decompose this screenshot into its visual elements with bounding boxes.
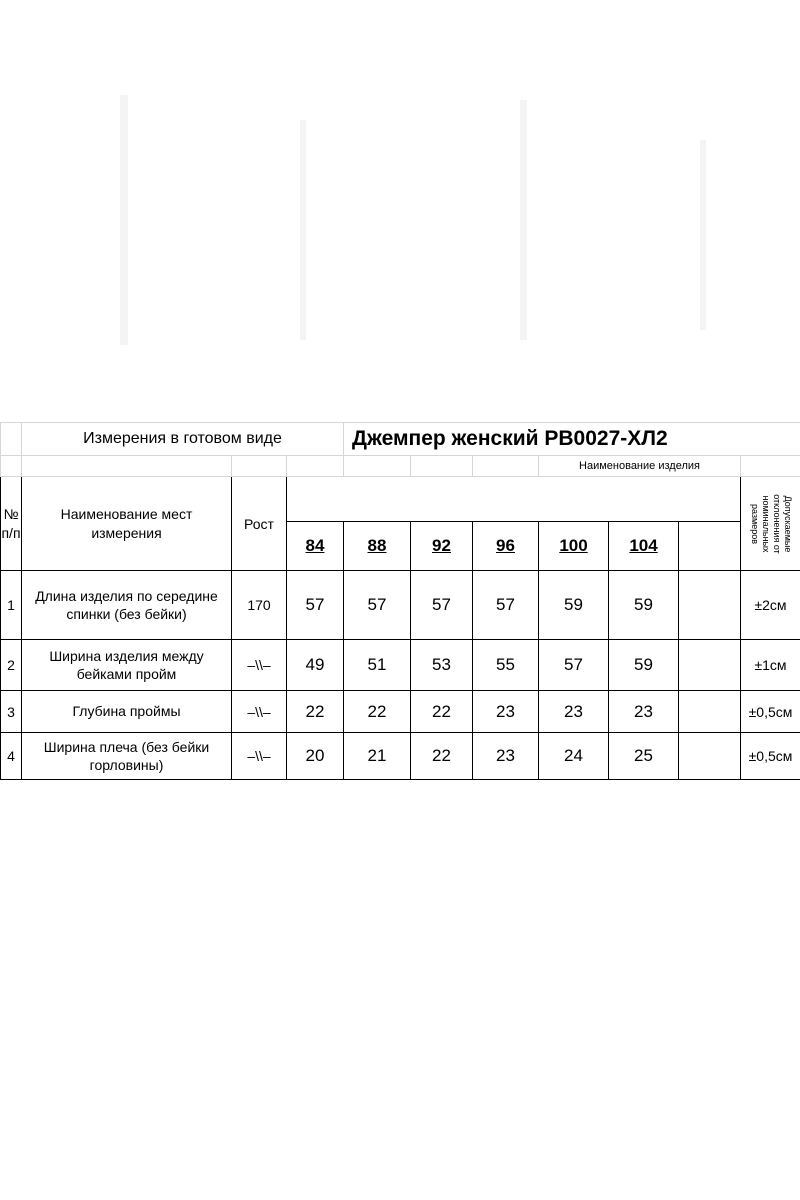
table-row bbox=[1, 733, 800, 780]
size-group-header bbox=[287, 477, 741, 522]
row-value: 22 bbox=[411, 691, 473, 733]
row-height: –\\– bbox=[232, 733, 287, 780]
row-value: 57 bbox=[287, 571, 344, 640]
product-label: Наименование изделия bbox=[539, 456, 741, 477]
row-value: 20 bbox=[287, 733, 344, 780]
size-header: 84 bbox=[287, 522, 344, 571]
size-header: 92 bbox=[411, 522, 473, 571]
row-tolerance: ±0,5см bbox=[741, 691, 800, 733]
row-height: –\\– bbox=[232, 691, 287, 733]
row-value: 57 bbox=[539, 640, 609, 691]
row-tolerance: ±2см bbox=[741, 571, 800, 640]
measurement-table bbox=[0, 422, 800, 780]
background-artifact bbox=[300, 120, 306, 340]
row-value: 57 bbox=[344, 571, 411, 640]
row-value: 24 bbox=[539, 733, 609, 780]
product-title: Джемпер женский РВ0027-ХЛ2 bbox=[344, 423, 800, 456]
size-header: 100 bbox=[539, 522, 609, 571]
row-name: Ширина изделия между бейками пройм bbox=[22, 640, 232, 691]
size-header: 104 bbox=[609, 522, 679, 571]
row-value: 59 bbox=[539, 571, 609, 640]
row-value: 21 bbox=[344, 733, 411, 780]
measure-title: Измерения в готовом виде bbox=[22, 423, 344, 456]
row-index: 1 bbox=[1, 571, 22, 640]
row-tolerance: ±0,5см bbox=[741, 733, 800, 780]
row-value: 59 bbox=[609, 640, 679, 691]
row-name: Глубина проймы bbox=[22, 691, 232, 733]
row-value-empty bbox=[679, 733, 741, 780]
row-value: 25 bbox=[609, 733, 679, 780]
row-height: –\\– bbox=[232, 640, 287, 691]
row-value: 23 bbox=[609, 691, 679, 733]
row-value: 57 bbox=[411, 571, 473, 640]
column-header-num: № п/п bbox=[1, 477, 22, 571]
table-row bbox=[1, 691, 800, 733]
background-artifact bbox=[520, 100, 527, 340]
row-value-empty bbox=[679, 691, 741, 733]
column-header-height: Рост bbox=[232, 477, 287, 571]
row-value: 23 bbox=[539, 691, 609, 733]
row-height: 170 bbox=[232, 571, 287, 640]
row-value: 51 bbox=[344, 640, 411, 691]
row-value: 49 bbox=[287, 640, 344, 691]
row-tolerance: ±1см bbox=[741, 640, 800, 691]
row-value: 22 bbox=[344, 691, 411, 733]
row-value: 59 bbox=[609, 571, 679, 640]
background-artifact bbox=[700, 140, 706, 330]
column-header-tolerance bbox=[741, 477, 800, 571]
table-row bbox=[1, 640, 800, 691]
row-name: Ширина плеча (без бейки горловины) bbox=[22, 733, 232, 780]
row-value: 22 bbox=[411, 733, 473, 780]
row-value: 23 bbox=[473, 733, 539, 780]
size-header: 96 bbox=[473, 522, 539, 571]
row-value: 22 bbox=[287, 691, 344, 733]
row-value: 57 bbox=[473, 571, 539, 640]
background-artifact bbox=[120, 95, 128, 345]
row-value-empty bbox=[679, 571, 741, 640]
table-row bbox=[1, 571, 800, 640]
spec-sheet bbox=[0, 422, 800, 777]
tolerance-header-text: Допускаемые отклонения от номинальных размеров bbox=[749, 493, 793, 554]
row-value-empty bbox=[679, 640, 741, 691]
row-index: 2 bbox=[1, 640, 22, 691]
column-header-name: Наименование мест измерения bbox=[22, 477, 232, 571]
row-index: 4 bbox=[1, 733, 22, 780]
row-value: 53 bbox=[411, 640, 473, 691]
row-name: Длина изделия по середине спинки (без бейки) bbox=[22, 571, 232, 640]
size-header: 88 bbox=[344, 522, 411, 571]
row-value: 55 bbox=[473, 640, 539, 691]
size-header-empty bbox=[679, 522, 741, 571]
row-index: 3 bbox=[1, 691, 22, 733]
row-value: 23 bbox=[473, 691, 539, 733]
